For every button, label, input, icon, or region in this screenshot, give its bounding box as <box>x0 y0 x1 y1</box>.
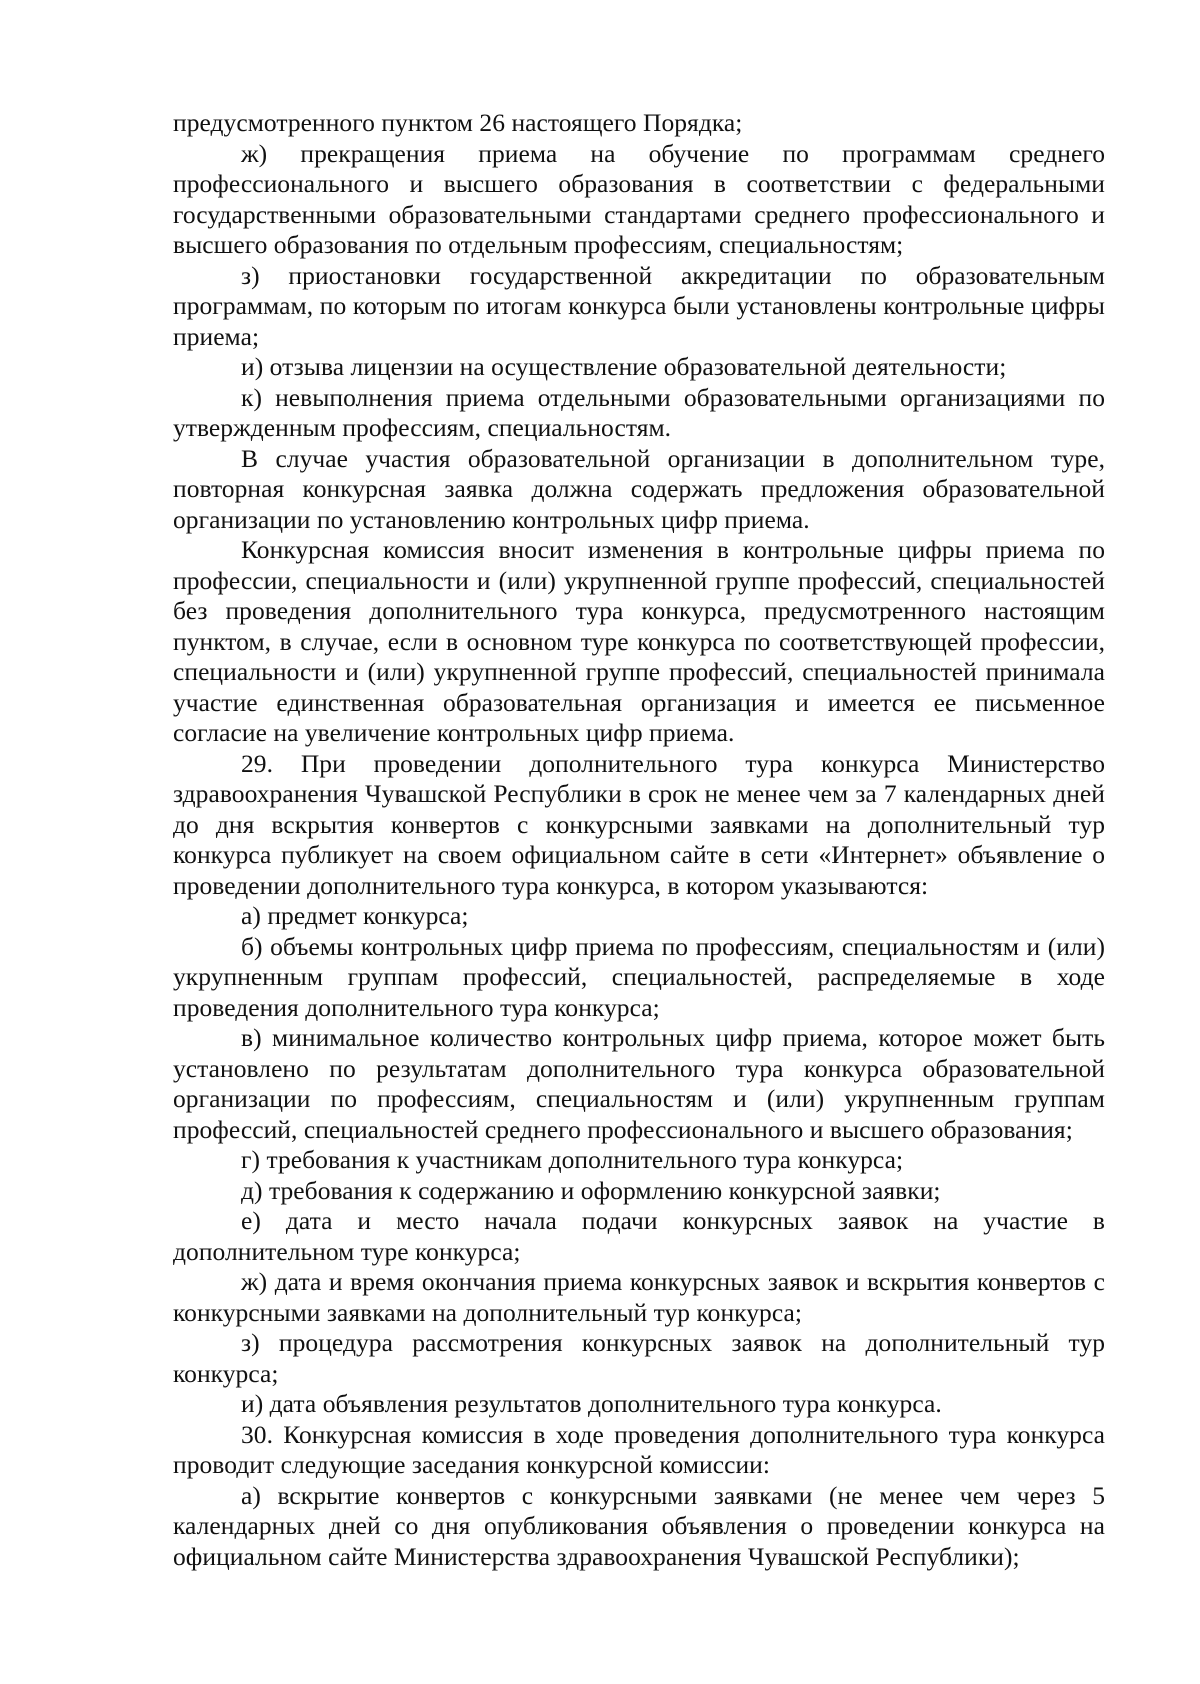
paragraph-item-zh-2: ж) дата и время окончания приема конкурсных заявок и вскрытия конвертов с конкурсными заявками на дополнительный тур конкурса; <box>173 1267 1105 1327</box>
paragraph-item-a: а) предмет конкурса; <box>241 901 469 930</box>
paragraph-item-b: б) объемы контрольных цифр приема по профессиям, специальностям и (или) укрупненным группам профессий, специальностей, распределяемые в ходе проведения дополнительного тура конкурса; <box>173 931 1105 1022</box>
paragraph-section-29: 29. При проведении дополнительного тура конкурса Министерство здравоохранения Чувашской Республики в срок не менее чем за 7 календарных дней до дня вскрытия конвертов с конкурсными заявками на дополнительный тур конкурса публикует на своем официальном сайте в сети «Интернет» объявление о проведении дополнительного тура конкурса, в котором указываются: <box>173 748 1105 900</box>
paragraph-item-g: г) требования к участникам дополнительного тура конкурса; <box>241 1145 904 1174</box>
paragraph-item-v: в) минимальное количество контрольных цифр приема, которое может быть установлено по результатам дополнительного тура конкурса образовательной организации по профессиям, специальностям и (или) укрупненным группам профессий, специальностей среднего профессионального и высшего образования; <box>173 1023 1105 1144</box>
paragraph-item-i: и) отзыва лицензии на осуществление образовательной деятельности; <box>241 352 1007 381</box>
paragraph-item-i-2: и) дата объявления результатов дополнительного тура конкурса. <box>241 1389 942 1418</box>
paragraph-continuation: предусмотренного пунктом 26 настоящего Порядка; <box>173 108 743 137</box>
paragraph-item-z: з) приостановки государственной аккредитации по образовательным программам, по которым по итогам конкурса были установлены контрольные цифры приема; <box>173 260 1105 351</box>
paragraph-commission-changes: Конкурсная комиссия вносит изменения в контрольные цифры приема по профессии, специальности и (или) укрупненной группе профессий, специальностей без проведения дополнительного тура конкурса, предусмотренного настоящим пунктом, в случае, если в основном туре конкурса по соответствующей профессии, специальности и (или) укрупненной группе профессий, специальностей принимала участие единственная образовательная организация и имеется ее письменное согласие на увеличение контрольных цифр приема. <box>173 535 1105 747</box>
paragraph-item-e: е) дата и место начала подачи конкурсных заявок на участие в дополнительном туре конкурса; <box>173 1206 1105 1266</box>
paragraph-section-30: 30. Конкурсная комиссия в ходе проведения дополнительного тура конкурса проводит следующие заседания конкурсной комиссии: <box>173 1419 1105 1479</box>
paragraph-item-zh: ж) прекращения приема на обучение по программам среднего профессионального и высшего образования в соответствии с федеральными государственными образовательными стандартами среднего профессионального и высшего образования по отдельным профессиям, специальностям; <box>173 138 1105 259</box>
paragraph-item-a-2: а) вскрытие конвертов с конкурсными заявками (не менее чем через 5 календарных дней со дня опубликования объявления о проведении конкурса на официальном сайте Министерства здравоохранения Чувашской Республики); <box>173 1480 1105 1571</box>
document-page <box>173 108 1105 1572</box>
paragraph-item-z-2: з) процедура рассмотрения конкурсных заявок на дополнительный тур конкурса; <box>173 1328 1105 1388</box>
paragraph-item-d: д) требования к содержанию и оформлению конкурсной заявки; <box>241 1175 941 1205</box>
paragraph-item-k: к) невыполнения приема отдельными образовательными организациями по утвержденным профессиям, специальностям. <box>173 382 1105 442</box>
paragraph-additional-round-bid: В случае участия образовательной организации в дополнительном туре, повторная конкурсная заявка должна содержать предложения образовательной организации по установлению контрольных цифр приема. <box>173 443 1105 534</box>
